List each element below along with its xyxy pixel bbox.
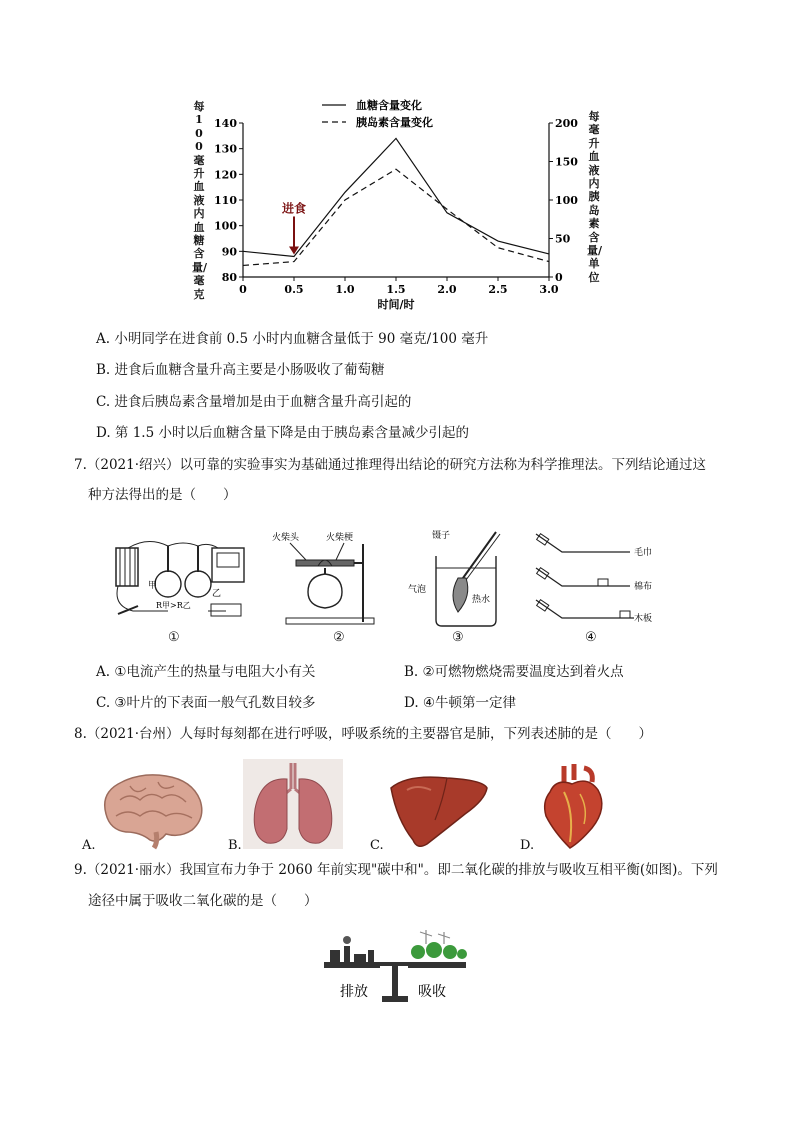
- match-stick-label: 火柴梗: [326, 533, 354, 543]
- circuit-experiment-figure: [108, 536, 253, 631]
- x-tick-label: 0.5: [284, 283, 304, 296]
- left-tick-label: 80: [221, 271, 237, 284]
- chart-left-axis-label: 每100毫升血液内血糖含量/毫克: [192, 100, 208, 301]
- q9-stem-line2: 途径中属于吸收二氧化碳的是（ ）: [88, 893, 318, 909]
- emit-label: 排放: [340, 984, 368, 1000]
- ramp-friction-figure: [530, 530, 670, 630]
- legend-label-1: 血糖含量变化: [356, 99, 422, 112]
- q8-option-b-label: B.: [228, 838, 242, 853]
- surface-board-label: 木板: [634, 614, 653, 624]
- match-head-label: 火柴头: [272, 533, 300, 543]
- q7-stem-line2: 种方法得出的是（ ）: [88, 487, 237, 503]
- surface-towel-label: 毛巾: [634, 548, 653, 558]
- left-tick-label: 120: [214, 168, 237, 182]
- q6-option-a: A. 小明同学在进食前 0.5 小时内血糖含量低于 90 毫克/100 毫升: [96, 331, 489, 347]
- q7-option-c: C. ③叶片的下表面一般气孔数目较多: [96, 695, 316, 711]
- x-tick-label: 3.0: [539, 283, 559, 296]
- carbon-balance-scale-figure: [320, 928, 470, 1008]
- q8-option-c-label: C.: [370, 838, 384, 853]
- chart-right-axis-label: 每毫升血液内胰岛素含量/单位: [587, 110, 603, 284]
- q6-option-d: D. 第 1.5 小时以后血糖含量下降是由于胰岛素含量减少引起的: [96, 425, 469, 441]
- q8-option-a-label: A.: [82, 838, 96, 853]
- q7-option-d: D. ④牛顿第一定律: [404, 695, 517, 711]
- lungs-image: [243, 759, 343, 849]
- circuit-label-r: R甲>R乙: [156, 601, 191, 610]
- match-burning-figure: [268, 530, 378, 630]
- circuit-label-a: 甲: [148, 581, 158, 591]
- left-tick-label: 100: [214, 219, 237, 233]
- right-tick-label: 0: [555, 271, 563, 284]
- figure-number-4: ④: [585, 630, 597, 645]
- leaf-hot-water-figure: [408, 526, 518, 630]
- left-tick-label: 90: [221, 245, 237, 259]
- figure-number-3: ③: [452, 630, 464, 645]
- left-tick-label: 140: [214, 117, 237, 130]
- q8-stem-line1: 8.（2021·台州）人每时每刻都在进行呼吸，呼吸系统的主要器官是肺，下列表述肺的是（ ）: [74, 726, 653, 742]
- meal-arrow-head: [289, 246, 299, 254]
- figure-number-2: ②: [333, 630, 345, 645]
- series-line-1: [243, 138, 549, 256]
- liver-image: [387, 770, 491, 850]
- heart-image: [536, 762, 610, 850]
- bubble-label: 气泡: [408, 585, 427, 595]
- x-tick-label: 1.5: [386, 283, 406, 296]
- q7-option-b: B. ②可燃物燃烧需要温度达到着火点: [404, 664, 624, 680]
- q6-option-b: B. 进食后血糖含量升高主要是小肠吸收了葡萄糖: [96, 362, 385, 378]
- q7-option-a: A. ①电流产生的热量与电阻大小有关: [96, 664, 316, 680]
- tweezers-label: 镊子: [432, 531, 451, 541]
- hot-water-label: 热水: [472, 595, 491, 605]
- right-tick-label: 150: [555, 155, 578, 169]
- series-line-2: [243, 169, 549, 265]
- q8-option-d-label: D.: [520, 838, 535, 853]
- x-tick-label: 2.5: [488, 283, 508, 296]
- x-tick-label: 0: [239, 283, 247, 296]
- right-tick-label: 50: [555, 232, 571, 246]
- left-tick-label: 130: [214, 142, 237, 156]
- right-tick-label: 200: [555, 117, 578, 130]
- q7-stem-line1: 7.（2021·绍兴）以可靠的实验事实为基础通过推理得出结论的研究方法称为科学推理法。下列结论通过这: [74, 457, 707, 473]
- surface-cotton-label: 棉布: [634, 582, 653, 592]
- x-tick-label: 2.0: [437, 283, 457, 296]
- meal-annotation: 进食: [281, 201, 307, 216]
- legend-label-2: 胰岛素含量变化: [356, 116, 433, 129]
- q6-option-c: C. 进食后胰岛素含量增加是由于血糖含量升高引起的: [96, 394, 412, 410]
- x-axis-label: 时间/时: [377, 298, 415, 311]
- right-tick-label: 100: [555, 194, 578, 207]
- blood-sugar-insulin-chart: [200, 95, 590, 320]
- x-tick-label: 1.0: [335, 283, 355, 296]
- circuit-label-b: 乙: [212, 589, 222, 599]
- brain-image: [96, 770, 208, 850]
- q9-stem-line1: 9.（2021·丽水）我国宣布力争于 2060 年前实现"碳中和"。即二氧化碳的排放与吸收互相平衡(如图)。下列: [74, 862, 718, 878]
- absorb-label: 吸收: [418, 984, 446, 1000]
- left-tick-label: 110: [214, 194, 237, 207]
- figure-number-1: ①: [168, 630, 180, 645]
